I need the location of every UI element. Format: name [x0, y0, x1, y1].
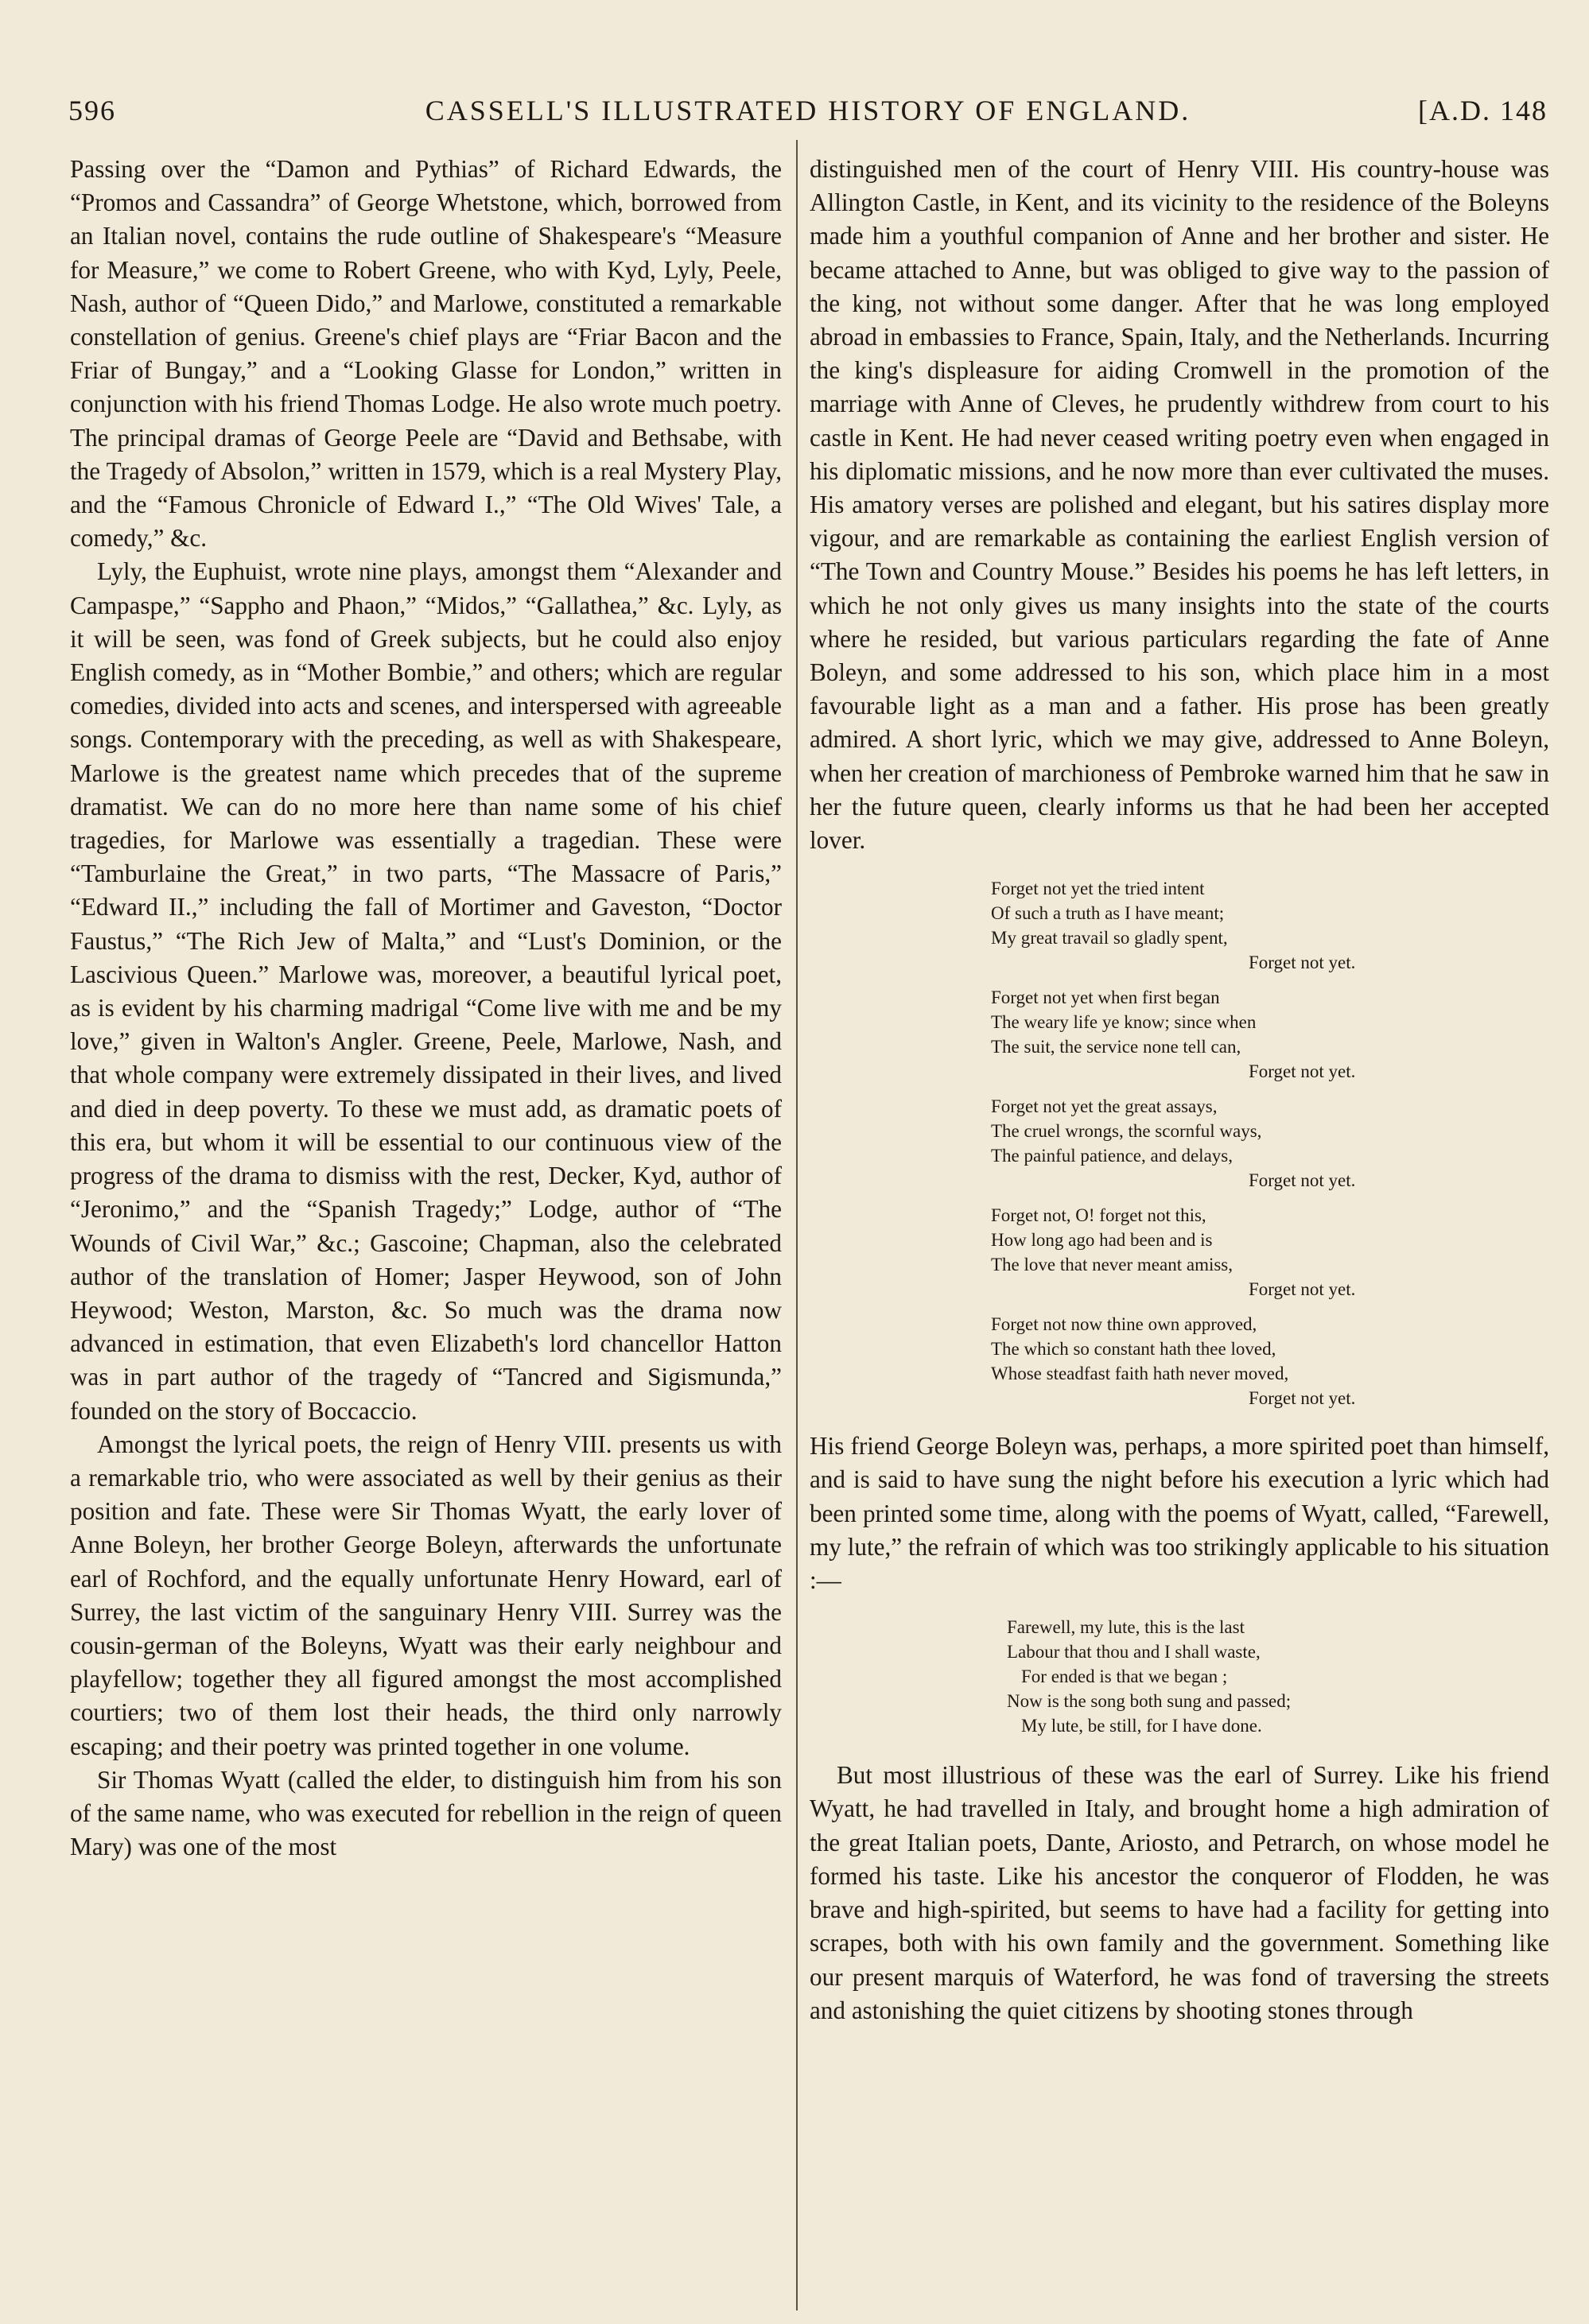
poem-refrain: Forget not yet. — [1249, 1061, 1356, 1082]
poem-line: Whose steadfast faith hath never moved, — [991, 1364, 1289, 1384]
poem-refrain: Forget not yet. — [1249, 952, 1356, 973]
poem-stanza — [991, 1312, 1549, 1410]
poem-line: The love that never meant amiss, — [991, 1255, 1234, 1275]
page-number: 596 — [68, 95, 116, 126]
poem-farewell-my-lute — [1007, 1615, 1549, 1738]
running-header — [68, 94, 1548, 138]
paragraph: distinguished men of the court of Henry VIII. His country-house was Allington Castle, in Kent, and its vicinity to the residence of the Boleyns made him a youthful companion of Anne and her brother and sister. He became attached to Anne, but was obliged to give way to the passion of the king, not without some danger. After that he was long employed abroad in embassies to France, Spain, Italy, and the Netherlands. Incurring the king's displeasure for aiding Cromwell in the promotion of the marriage with Anne of Cleves, he prudently withdrew from court to his castle in Kent. He had never ceased writing poetry even when engaged in his diplomatic missions, and he now more than ever cultivated the muses. His amatory verses are polished and elegant, but his satires display more vigour, and are remarkable as containing the earliest English version of “The Town and Country Mouse.” Besides his poems he has left letters, in which he not only gives us many insights into the state of the courts where he resided, but various particulars regarding the fate of Anne Boleyn, and some addressed to his son, which place him in a most favourable light as a man and a father. His prose has been greatly admired. A short lyric, which we may give, addressed to Anne Boleyn, when her creation of marchioness of Pembroke warned him that he saw in her the future queen, clearly informs us that he had been her accepted lover. — [810, 155, 1549, 855]
poem-stanza — [991, 876, 1549, 975]
poem-line: Forget not yet the great assays, — [991, 1096, 1218, 1117]
left-column — [70, 153, 782, 1864]
paragraph: But most illustrious of these was the earl of Surrey. Like his friend Wyatt, he had travelled in Italy, and brought home a high admiration of the great Italian poets, Dante, Ariosto, and Petrarch, on whose model he formed his taste. Like his ancestor the conqueror of Flodden, he was brave and high-spirited, but seems to have had a facility for getting into scrapes, both with his own family and the government. Something like our present marquis of Waterford, he was fond of traversing the streets and astonishing the quiet citizens by shooting stones through — [810, 1761, 1549, 2024]
date-reference: [A.D. 148 — [1418, 95, 1548, 126]
poem-line: Forget not yet when first began — [991, 987, 1220, 1008]
poem-line: The weary life ye know; since when — [991, 1012, 1257, 1033]
paragraph: His friend George Boleyn was, perhaps, a more spirited poet than himself, and is said to have sung the night before his execution a lyric which had been printed some time, along with the poems of Wyatt, called, “Farewell, my lute,” the refrain of which was too strikingly applicable to his situation :— — [810, 1432, 1549, 1595]
poem-line: Now is the song both sung and passed; — [1007, 1691, 1292, 1712]
poem-line: The cruel wrongs, the scornful ways, — [991, 1121, 1262, 1142]
poem-stanza — [991, 1203, 1549, 1302]
paragraph: Amongst the lyrical poets, the reign of Henry VIII. presents us with a remarkable trio, who were associated as well by their genius as their position and fate. These were Sir Thomas Wyatt, the early lover of Anne Boleyn, her brother George Boleyn, afterwards the unfortunate earl of Rochford, and the equally unfortunate Henry Howard, earl of Surrey, the last victim of the sanguinary Henry VIII. Surrey was the cousin-german of the Boleyns, Wyatt was their early neighbour and playfellow; together they all figured amongst the most accomplished courtiers; two of them lost their heads, the third only narrowly escaping; and their poetry was printed together in one volume. — [70, 1430, 782, 1760]
poem-line: Of such a truth as I have meant; — [991, 903, 1225, 924]
paragraph: Passing over the “Damon and Pythias” of Richard Edwards, the “Promos and Cassandra” of George Whetstone, which, borrowed from an Italian novel, contains the rude outline of Shakespeare's “Measure for Measure,” we come to Robert Greene, who with Kyd, Lyly, Peele, Nash, author of “Queen Dido,” and Marlowe, constituted a remarkable constellation of genius. Greene's chief plays are “Friar Bacon and the Friar of Bungay,” and a “Looking Glasse for London,” written in conjunction with his friend Thomas Lodge. He also wrote much poetry. The principal dramas of George Peele are “David and Bethsabe, with the Tragedy of Absolon,” written in 1579, which is a real Mystery Play, and the “Famous Chronicle of Edward I.,” “The Old Wives' Tale, a comedy,” &c. — [70, 155, 782, 553]
paragraph: Sir Thomas Wyatt (called the elder, to distinguish him from his son of the same name, who was executed for rebellion in the reign of queen Mary) was one of the most — [70, 1765, 782, 1861]
right-column — [810, 153, 1549, 2027]
poem-line: Forget not now thine own approved, — [991, 1314, 1257, 1335]
poem-line: My lute, be still, for I have done. — [1021, 1716, 1262, 1736]
poem-line: The suit, the service none tell can, — [991, 1037, 1241, 1057]
running-title: CASSELL'S ILLUSTRATED HISTORY OF ENGLAND. — [425, 95, 1191, 126]
poem-forget-not-yet — [991, 876, 1549, 1410]
poem-line: Farewell, my lute, this is the last — [1007, 1617, 1245, 1638]
poem-stanza — [991, 1094, 1549, 1193]
poem-line: The painful patience, and delays, — [991, 1146, 1233, 1166]
poem-line: Forget not yet the tried intent — [991, 879, 1205, 899]
column-divider — [796, 140, 798, 2310]
poem-stanza — [991, 985, 1549, 1084]
poem-line: The which so constant hath thee loved, — [991, 1339, 1276, 1360]
poem-line: For ended is that we began ; — [1021, 1666, 1228, 1687]
poem-line: Forget not, O! forget not this, — [991, 1205, 1206, 1226]
poem-refrain: Forget not yet. — [1249, 1170, 1356, 1191]
poem-line: Labour that thou and I shall waste, — [1007, 1642, 1261, 1662]
poem-refrain: Forget not yet. — [1249, 1279, 1356, 1300]
poem-line: My great travail so gladly spent, — [991, 928, 1228, 949]
poem-refrain: Forget not yet. — [1249, 1388, 1356, 1409]
paragraph: Lyly, the Euphuist, wrote nine plays, amongst them “Alexander and Campaspe,” “Sappho and Phaon,” “Midos,” “Gallathea,” &c. Lyly, as it will be seen, was fond of Greek subjects, but he could also enjoy English comedy, as in “Mother Bombie,” and others; which are regular comedies, divided into acts and scenes, and interspersed with agreeable songs. Contemporary with the preceding, as well as with Shakespeare, Marlowe is the greatest name which precedes that of the supreme dramatist. We can do no more here than name some of his chief tragedies, for Marlowe was essentially a tragedian. These were “Tamburlaine the Great,” in two parts, “The Massacre of Paris,” “Edward II.,” including the fall of Mortimer and Gaveston, “Doctor Faustus,” “The Rich Jew of Malta,” and “Lust's Dominion, or the Lascivious Queen.” Marlowe was, moreover, a beautiful lyrical poet, as is evident by his charming madrigal “Come live with me and be my love,” given in Walton's Angler. Greene, Peele, Marlowe, Nash, and that whole company were extremely dissipated in their lives, and lived and died in deep poverty. To these we must add, as dramatic poets of this era, but whom it will be essential to our continuous view of the progress of the drama to dismiss with the rest, Decker, Kyd, author of “Jeronimo,” and the “Spanish Tragedy;” Lodge, author of “The Wounds of Civil War,” &c.; Gascoine; Chapman, also the celebrated author of the translation of Homer; Jasper Heywood, son of John Heywood; Weston, Marston, &c. So much was the drama now advanced in estimation, that even Elizabeth's lord chancellor Hatton was in part author of the tragedy of “Tancred and Sigismunda,” founded on the story of Boccaccio. — [70, 557, 782, 1425]
poem-line: How long ago had been and is — [991, 1230, 1213, 1251]
